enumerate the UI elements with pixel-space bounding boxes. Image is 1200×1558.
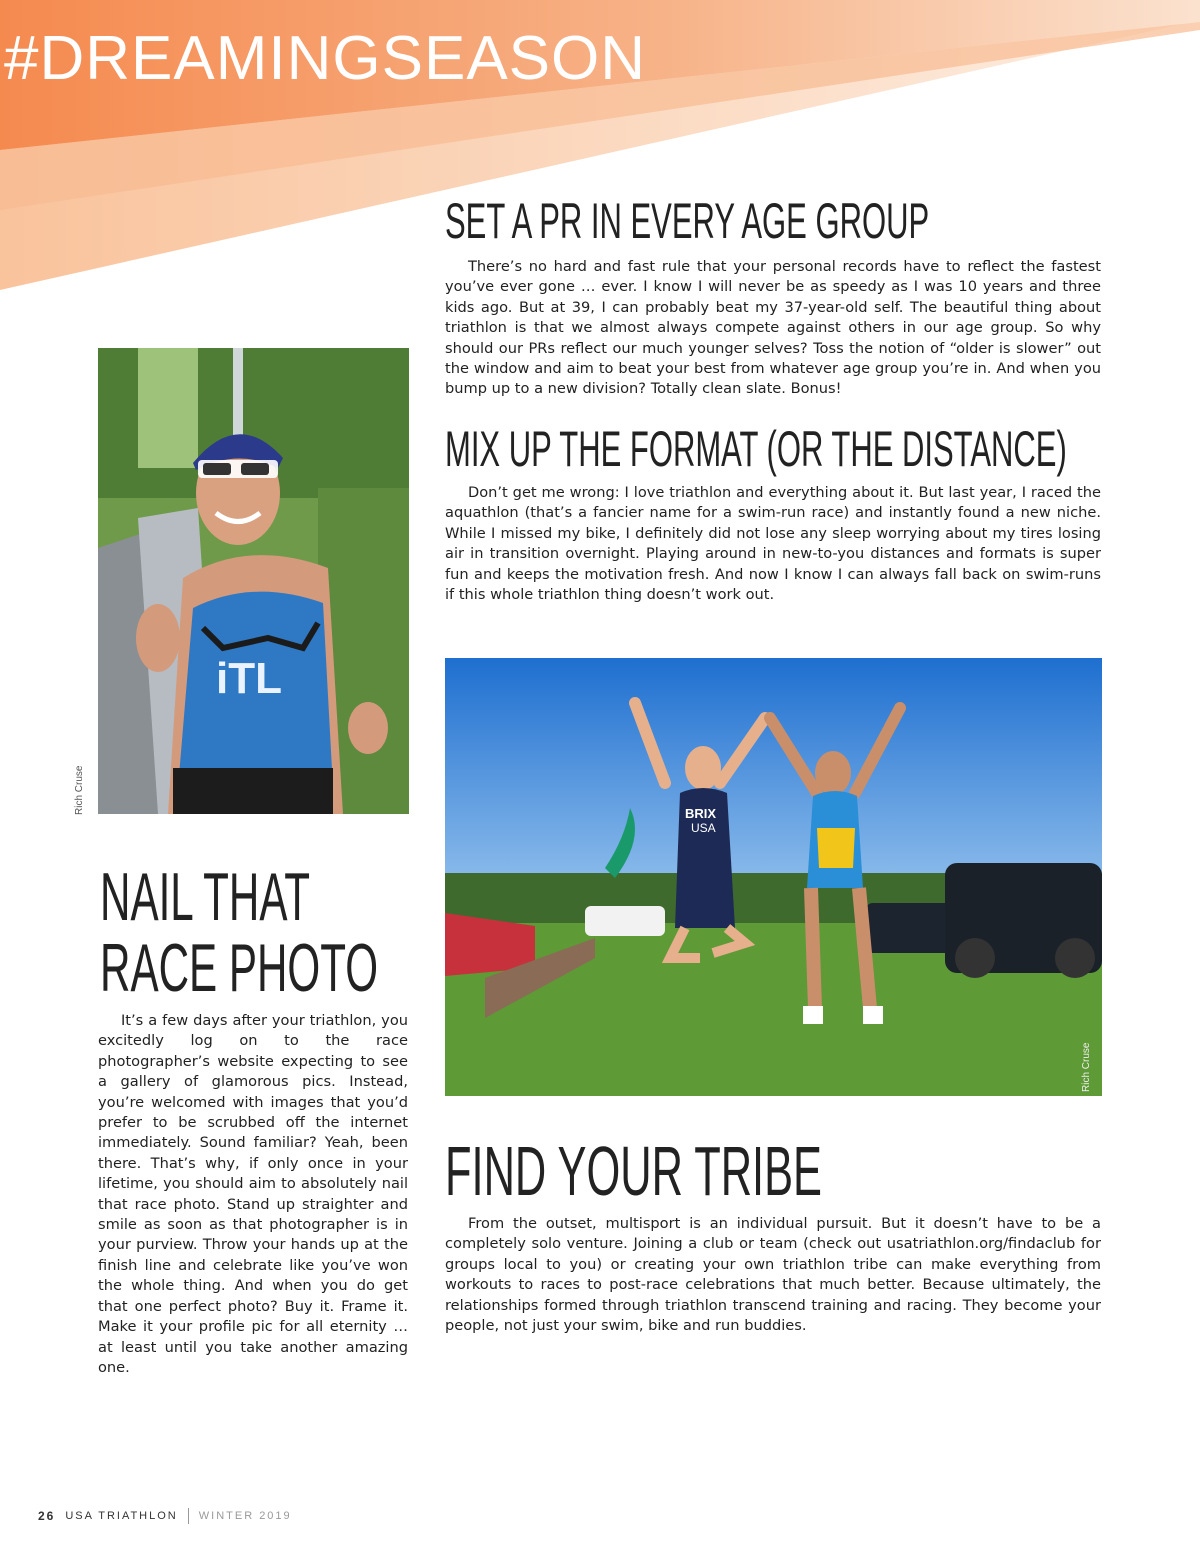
- section-heading-pr: SET A PR IN EVERY AGE GROUP: [445, 193, 930, 249]
- page-number: 26: [38, 1509, 56, 1523]
- page-footer: [38, 1508, 292, 1524]
- hashtag-title: #DREAMINGSEASON: [4, 24, 647, 93]
- magazine-name: USA TRIATHLON: [65, 1510, 178, 1522]
- section-heading-photo: NAIL THAT RACE PHOTO: [100, 859, 378, 1007]
- runner-photo: [98, 348, 409, 814]
- section-body-pr: There’s no hard and fast rule that your personal records have to reflect the fastest you’ve ever gone … ever. I know I will never be as speedy as I was 10 years and three kids ago. But at 39, I can probably beat my 37-year-old self. The beautiful thing about triathlon is that we almost always compete against others in our age group. So why should our PRs reflect our much younger selves? Toss the notion of “older is slower” out the window and aim to beat your best from whatever age group you’re in. And when you bump up to a new division? Totally clean slate. Bonus!: [445, 258, 1101, 398]
- photo-credit-athletes: Rich Cruse: [1081, 1042, 1092, 1092]
- jumping-athletes-photo: [445, 658, 1102, 1096]
- photo-credit-runner: Rich Cruse: [74, 765, 85, 815]
- footer-divider: [188, 1508, 189, 1524]
- section-heading-format: MIX UP THE FORMAT (OR THE DISTANCE): [445, 421, 1067, 477]
- jersey-text: iTL: [216, 654, 282, 703]
- section-body-tribe: From the outset, multisport is an individual pursuit. But it doesn’t have to be a completely solo venture. Joining a club or team (check out usatriathlon.org/findaclub for groups local to you) or creating your own triathlon tribe can make everything from workouts to races to post-race celebrations that much better. Because ultimately, the relationships formed through triathlon transcend training and racing. They become your people, not just your swim, bike and run buddies.: [445, 1215, 1101, 1335]
- kit-text-country: USA: [691, 821, 716, 835]
- kit-text: BRIX: [685, 806, 717, 821]
- section-heading-tribe: FIND YOUR TRIBE: [445, 1132, 822, 1210]
- issue-label: WINTER 2019: [198, 1510, 292, 1522]
- section-body-photo: It’s a few days after your triathlon, you excitedly log on to the race photographer’s website expecting to see a gallery of glamorous pics. Instead, you’re welcomed with images that you’d prefer to be scrubbed off the internet immediately. Sound familiar? Yeah, been there. That’s why, if only once in your lifetime, you should aim to absolutely nail that race photo. Stand up straighter and smile as soon as that photographer is in your purview. Throw your hands up at the finish line and celebrate like you’ve won the whole thing. And when you do get that one perfect photo? Buy it. Frame it. Make it your profile pic for all eternity … at least until you take another amazing one.: [98, 1012, 408, 1376]
- section-body-format: Don’t get me wrong: I love triathlon and everything about it. But last year, I raced the aquathlon (that’s a fancier name for a swim-run race) and instantly found a new niche. While I missed my bike, I definitely did not lose any sleep worrying about my tires losing air in transition overnight. Playing around in new-to-you distances and formats is super fun and keeps the motivation fresh. And now I know I can always fall back on swim-runs if this whole triathlon thing doesn’t work out.: [445, 484, 1101, 604]
